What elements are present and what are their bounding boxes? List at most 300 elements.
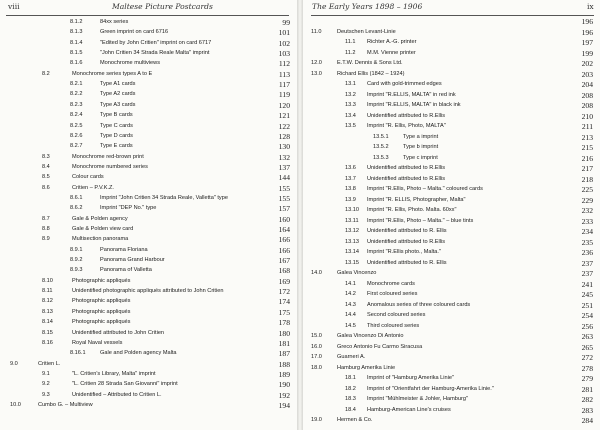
- toc-entry: [0, 122, 297, 132]
- toc-entry-page: 283: [581, 405, 593, 415]
- toc-entry-number: 8.1.2: [70, 19, 83, 25]
- toc-entry-title: Type A2 cards: [100, 91, 136, 98]
- toc-entry-number: 13.11: [345, 217, 359, 224]
- toc-entry-title: Colour cards: [72, 174, 104, 181]
- toc-entry-title: Photographic appliqués: [72, 308, 131, 315]
- toc-entry-title: Monochrome numbered series: [72, 163, 148, 170]
- toc-entry-number: 13.5: [345, 123, 356, 129]
- toc-entry: [303, 322, 600, 332]
- toc-entry: [303, 17, 600, 27]
- toc-entry-page: 236: [581, 248, 593, 257]
- toc-entry-page: 99: [282, 18, 290, 27]
- toc-entry-page: 180: [278, 328, 290, 338]
- toc-entry-title: Unidentified attributed to John Critien: [72, 329, 165, 336]
- toc-entry-number: 16.0: [311, 343, 322, 350]
- toc-entry-page: 113: [278, 69, 290, 79]
- toc-entry-title: Type A3 cards: [100, 101, 136, 108]
- toc-entry-number: 8.3: [42, 153, 50, 160]
- toc-entry-title: Richard Ellis (1842 – 1924): [337, 70, 405, 77]
- toc-entry-title: 84xx series: [100, 19, 129, 25]
- toc-entry-page: 169: [278, 276, 290, 286]
- toc-entry-page: 196: [581, 17, 593, 26]
- toc-entry-page: 155: [278, 193, 290, 203]
- toc-entry-title: Cumbo G. – Multiview: [38, 401, 93, 408]
- toc-entry: [303, 28, 600, 38]
- toc-entry-page: 256: [581, 321, 593, 331]
- toc-entry-page: 168: [278, 266, 290, 276]
- toc-entry-number: 11.2: [345, 49, 356, 56]
- toc-entry: [303, 227, 600, 237]
- toc-entry-title: Type b imprint: [403, 144, 439, 150]
- toc-entry: [303, 217, 600, 227]
- toc-entry-title: Galea Vincenzo: [337, 270, 377, 276]
- toc-entry-title: Royal Naval vessels: [72, 339, 123, 346]
- toc-entry: [303, 80, 600, 90]
- toc-entry: [0, 246, 297, 256]
- toc-entry: [303, 280, 600, 290]
- toc-entry: [303, 343, 600, 353]
- toc-entry-page: 233: [581, 216, 593, 226]
- toc-entry-title: Unidentified attributed to R. Ellis: [367, 228, 447, 234]
- toc-entry: [0, 370, 297, 380]
- toc-entry: [0, 297, 297, 307]
- toc-entry-page: 229: [581, 195, 593, 205]
- toc-entry-number: 8.4: [42, 163, 50, 170]
- toc-entry-title: Unidentified – Attributed to Critien L.: [72, 391, 162, 398]
- toc-entry-title: Type B cards: [100, 112, 133, 119]
- toc-entry-page: 282: [581, 395, 593, 404]
- toc-entry: [0, 28, 297, 38]
- toc-entry-title: Unidentified attributed to R.Ellis: [367, 165, 446, 171]
- toc-entry-number: 8.6: [42, 184, 50, 191]
- toc-entry-title: Card with gold-trimmed edges: [367, 81, 442, 87]
- toc-entry-page: 181: [278, 338, 290, 348]
- toc-entry-page: 196: [581, 27, 593, 37]
- toc-entry-number: 17.0: [311, 354, 322, 360]
- toc-entry-title: Monochrome series types A to E: [72, 70, 153, 77]
- toc-entry-title: Green imprint on card 6716: [100, 29, 169, 36]
- toc-entry-number: 14.5: [345, 322, 356, 329]
- toc-entry-page: 235: [581, 237, 593, 247]
- toc-entry-number: 13.15: [345, 259, 359, 266]
- toc-entry-title: Imprint "R. Ellis, Photo. Malta. 60xx": [367, 207, 457, 213]
- toc-entry-number: 13.13: [345, 238, 359, 245]
- toc-entry: [0, 256, 297, 266]
- toc-entry-title: Photographic appliqués: [72, 277, 131, 284]
- toc-entry-title: "Edited by John Critien" imprint on card 6717: [100, 39, 212, 46]
- toc-entry: [303, 122, 600, 132]
- toc-entry-number: 8.11: [42, 288, 53, 295]
- toc-entry-number: 13.5.2: [373, 144, 389, 150]
- toc-entry-title: Unidentified attributed to R.Ellis: [367, 238, 446, 245]
- toc-entry-title: Critien – P.V.K.Z.: [72, 184, 114, 191]
- toc-entry-page: 197: [581, 38, 593, 47]
- toc-entry-number: 13.4: [345, 112, 356, 119]
- toc-entry-page: 178: [278, 318, 290, 328]
- toc-entry-title: "L. Critien's Library, Malta" imprint: [72, 370, 156, 377]
- toc-entry-title: Panorama Grand Harbour: [100, 257, 165, 264]
- toc-entry: [303, 49, 600, 59]
- toc-entry-number: 14.2: [345, 291, 356, 297]
- right-folio: ix: [587, 2, 594, 11]
- toc-entry-number: 8.16: [42, 339, 53, 346]
- toc-entry: [303, 101, 600, 111]
- toc-entry-title: Gale and Polden agency Malta: [100, 350, 177, 357]
- toc-entry-title: First coloured series: [367, 291, 418, 297]
- toc-entry-number: 14.0: [311, 270, 322, 276]
- toc-entry-title: Type c imprint: [403, 154, 438, 161]
- toc-entry: [0, 18, 297, 28]
- toc-entry-number: 8.8: [42, 226, 50, 232]
- toc-entry-title: Panorama Floriana: [100, 246, 148, 253]
- toc-entry-title: Imprint of "Hamburg Amerika Linie": [367, 375, 454, 381]
- toc-entry-page: 175: [278, 307, 290, 317]
- toc-entry-page: 157: [278, 204, 290, 214]
- toc-entry: [303, 416, 600, 426]
- toc-entry-page: 194: [278, 400, 290, 410]
- toc-entry-number: 8.9.3: [70, 267, 83, 274]
- toc-entry: [0, 318, 297, 328]
- toc-entry-title: M.M. Vienne printer: [367, 49, 416, 56]
- toc-entry: [0, 184, 297, 194]
- toc-entry-title: Type E cards: [100, 143, 133, 150]
- toc-entry: [0, 132, 297, 142]
- left-page: [0, 0, 297, 430]
- toc-entry-title: Photographic appliqués: [72, 298, 131, 305]
- toc-entry-page: 237: [581, 258, 593, 268]
- toc-entry-page: 167: [278, 256, 290, 266]
- toc-entry-number: 8.9: [42, 236, 50, 243]
- toc-entry-number: 11.0: [311, 28, 322, 35]
- toc-entry-number: 8.2.4: [70, 112, 83, 119]
- toc-entry: [0, 235, 297, 245]
- toc-entry-title: Monochrome multiviews: [100, 60, 160, 67]
- toc-entry-number: 8.1.3: [70, 29, 83, 36]
- toc-entry: [303, 353, 600, 363]
- toc-entry: [0, 287, 297, 297]
- toc-entry: [0, 39, 297, 49]
- toc-entry-number: 18.1: [345, 375, 356, 381]
- toc-entry-title: Hermen & Co.: [337, 417, 373, 423]
- toc-entry-title: Imprint "Mühlmeister & Johler, Hamburg": [367, 396, 468, 402]
- toc-entry: [0, 163, 297, 173]
- toc-entry: [303, 164, 600, 174]
- toc-entry-number: 8.1.6: [70, 60, 83, 67]
- toc-entry: [303, 332, 600, 342]
- toc-entry-title: Hamburg-American Line's cruises: [367, 406, 451, 413]
- toc-entry-page: 211: [581, 122, 593, 131]
- toc-entry: [0, 80, 297, 90]
- toc-entry-page: 189: [278, 369, 290, 379]
- toc-entry-title: Third coloured series: [367, 322, 420, 329]
- toc-entry-page: 187: [278, 349, 290, 359]
- toc-entry-number: 14.4: [345, 312, 356, 318]
- toc-entry-number: 9.3: [42, 391, 50, 398]
- toc-entry-number: 14.1: [345, 280, 356, 287]
- toc-entry: [303, 238, 600, 248]
- toc-entry: [303, 406, 600, 416]
- toc-entry-page: 245: [581, 290, 593, 299]
- toc-entry-number: 8.2.3: [70, 101, 83, 108]
- toc-entry-title: Type A1 cards: [100, 81, 136, 88]
- toc-entry-title: Unidentified photographic appliqués attributed to John Critien: [72, 288, 224, 295]
- toc-entry-number: 13.3: [345, 102, 356, 108]
- toc-entry: [303, 175, 600, 185]
- toc-entry-page: 215: [581, 143, 593, 152]
- right-header-rule: [311, 15, 594, 16]
- toc-entry-page: 216: [581, 153, 593, 163]
- toc-entry: [303, 290, 600, 300]
- toc-entry: [303, 70, 600, 80]
- toc-entry-page: 102: [278, 38, 290, 48]
- toc-entry-title: Hamburg Amerika Linie: [337, 364, 396, 371]
- toc-entry-page: 166: [278, 235, 290, 245]
- toc-entry-page: 122: [278, 121, 290, 131]
- toc-entry-title: Imprint "R. Ellis, Photo, MALTA": [367, 123, 446, 129]
- toc-entry-page: 101: [278, 28, 290, 38]
- toc-entry-page: 281: [581, 384, 593, 394]
- left-folio: viii: [8, 2, 20, 11]
- toc-entry-number: 13.0: [311, 70, 322, 77]
- toc-entry: [303, 91, 600, 101]
- toc-entry-page: 232: [581, 206, 593, 215]
- toc-entry: [303, 59, 600, 69]
- toc-entry-title: Unidentified attributed to R.Ellis: [367, 175, 446, 182]
- toc-entry: [0, 142, 297, 152]
- toc-entry-number: 13.12: [345, 228, 359, 234]
- toc-entry: [303, 154, 600, 164]
- toc-entry-page: 103: [278, 49, 290, 59]
- toc-entry-number: 10.0: [10, 401, 21, 408]
- toc-entry-title: Imprint "John Critien 34 Strada Reale, Valletta" type: [100, 194, 228, 201]
- toc-entry-title: Imprint "R.ELLIS, MALTA" in black ink: [367, 102, 461, 108]
- toc-entry: [0, 59, 297, 69]
- toc-entry-title: Second coloured series: [367, 312, 426, 318]
- toc-entry-title: Critien L.: [38, 360, 61, 367]
- toc-entry-page: 144: [278, 173, 290, 183]
- toc-entry-number: 8.2.6: [70, 132, 83, 139]
- toc-entry-title: Imprint of "Orientfahrt der Hamburg-Amerika Linie.": [367, 385, 494, 392]
- toc-entry-title: Type a imprint: [403, 133, 439, 140]
- toc-entry-number: 9.1: [42, 370, 50, 377]
- toc-entry-number: 18.0: [311, 364, 322, 371]
- left-header-rule: [6, 15, 289, 16]
- left-running-title: Maltese Picture Postcards: [112, 2, 213, 11]
- toc-entry-page: 204: [581, 80, 593, 89]
- toc-entry-page: 160: [278, 214, 290, 224]
- toc-entry: [303, 143, 600, 153]
- toc-entry-title: "L. Critien 28 Strada San Giovanni" imprint: [72, 381, 178, 388]
- toc-entry-number: 8.14: [42, 319, 53, 326]
- toc-entry-number: 13.2: [345, 91, 356, 98]
- toc-entry-number: 8.10: [42, 277, 53, 284]
- toc-entry: [303, 248, 600, 258]
- toc-entry-title: Greco Antonio Fu Carmo Siracusa: [337, 343, 423, 350]
- toc-entry-number: 12.0: [311, 60, 322, 66]
- toc-entry-title: Multisection panorama: [72, 236, 129, 243]
- toc-entry: [303, 269, 600, 279]
- toc-entry-page: 265: [581, 342, 593, 352]
- toc-entry-page: 272: [581, 353, 593, 362]
- toc-entry-title: Galea Vincenzo Di Antonio: [337, 333, 404, 339]
- toc-entry-title: Unidentified attributed to R. Ellis: [367, 259, 447, 266]
- toc-entry-page: 263: [581, 332, 593, 341]
- toc-entry: [303, 259, 600, 269]
- toc-entry-number: 13.9: [345, 196, 356, 203]
- toc-entry-page: 237: [581, 269, 593, 278]
- toc-entry-number: 14.3: [345, 301, 356, 308]
- toc-entry: [303, 206, 600, 216]
- toc-entry-number: 8.15: [42, 329, 53, 336]
- toc-entry-title: Imprint "DEP No." type: [100, 205, 157, 212]
- toc-entry-page: 117: [278, 80, 290, 90]
- toc-entry: [303, 133, 600, 143]
- toc-entry-number: 8.1.4: [70, 39, 83, 46]
- toc-entry: [0, 349, 297, 359]
- toc-entry-number: 13.8: [345, 186, 356, 192]
- toc-entry: [0, 111, 297, 121]
- toc-entry-page: 188: [278, 359, 290, 369]
- toc-entry: [0, 277, 297, 287]
- toc-entry: [0, 380, 297, 390]
- toc-entry-number: 18.3: [345, 396, 356, 402]
- toc-entry-title: Imprint "R.Ellis, Photo – Malta." – blue tints: [367, 217, 474, 224]
- toc-entry-title: Monochrome cards: [367, 280, 415, 287]
- toc-entry-number: 8.2.1: [70, 81, 83, 88]
- toc-entry-number: 8.2: [42, 70, 50, 77]
- toc-entry-number: 18.4: [345, 406, 356, 413]
- toc-entry-title: Type C cards: [100, 122, 133, 129]
- toc-entry: [303, 364, 600, 374]
- toc-entry-number: 8.6.1: [70, 194, 83, 201]
- toc-entry: [303, 374, 600, 384]
- toc-entry-page: 278: [581, 363, 593, 373]
- toc-entry-title: Gale & Polden view card: [72, 226, 134, 232]
- toc-entry: [0, 101, 297, 111]
- toc-entry: [0, 225, 297, 235]
- toc-entry: [303, 112, 600, 122]
- toc-entry-number: 8.2.2: [70, 91, 83, 98]
- toc-entry-page: 174: [278, 297, 290, 307]
- toc-entry-page: 213: [581, 132, 593, 142]
- toc-entry: [303, 385, 600, 395]
- toc-entry-title: Imprint "R.Ellis photo., Malta.": [367, 249, 441, 255]
- toc-entry-title: "John Critien 34 Strada Reale Malta" imprint: [100, 50, 210, 57]
- toc-entry-number: 9.0: [10, 360, 18, 367]
- toc-entry-page: 217: [581, 164, 593, 173]
- toc-entry: [303, 38, 600, 48]
- toc-entry-number: 8.2.5: [70, 122, 83, 129]
- toc-entry-page: 128: [278, 131, 290, 141]
- toc-entry-page: 279: [581, 374, 593, 383]
- toc-entry-number: 8.6.2: [70, 205, 83, 212]
- toc-entry-title: Imprint "R.ELLIS, MALTA" in red ink: [367, 91, 456, 98]
- toc-entry-number: 18.2: [345, 385, 356, 392]
- toc-entry-page: 130: [278, 142, 290, 152]
- toc-entry-page: 203: [581, 69, 593, 79]
- toc-entry-title: Type D cards: [100, 132, 133, 139]
- toc-entry-page: 199: [581, 48, 593, 58]
- toc-entry: [0, 90, 297, 100]
- toc-entry-page: 119: [278, 90, 290, 100]
- toc-entry-number: 8.1.5: [70, 50, 83, 57]
- toc-entry-page: 155: [278, 183, 290, 193]
- toc-entry-page: 218: [581, 174, 593, 184]
- toc-entry-page: 112: [278, 59, 290, 69]
- toc-entry-page: 251: [581, 300, 593, 310]
- toc-entry: [0, 329, 297, 339]
- toc-entry-number: 13.10: [345, 207, 359, 213]
- toc-entry-page: 210: [581, 111, 593, 121]
- toc-entry-title: E.T.W. Dennis & Sons Ltd.: [337, 60, 403, 66]
- toc-entry-page: 225: [581, 185, 593, 194]
- toc-entry-page: 254: [581, 311, 593, 320]
- toc-entry-number: 13.5.3: [373, 154, 389, 161]
- right-page: [303, 0, 600, 430]
- toc-entry-number: 9.2: [42, 381, 50, 388]
- toc-entry-title: Guarneri A.: [337, 354, 366, 360]
- toc-entry: [303, 311, 600, 321]
- toc-entry-page: 137: [278, 162, 290, 172]
- toc-entry-number: 13.6: [345, 165, 356, 171]
- toc-entry-page: 284: [581, 416, 593, 425]
- toc-entry: [0, 215, 297, 225]
- toc-entry-page: 166: [278, 245, 290, 255]
- toc-entry-title: Richter A.-G. printer: [367, 39, 417, 45]
- toc-entry: [0, 339, 297, 349]
- toc-entry-title: Panorama of Valletta: [100, 267, 152, 274]
- toc-entry-page: 164: [278, 225, 290, 234]
- toc-entry-number: 8.12: [42, 298, 53, 305]
- toc-entry-page: 208: [581, 101, 593, 110]
- toc-entry-page: 172: [278, 287, 290, 297]
- toc-entry-number: 19.0: [311, 417, 322, 423]
- toc-entry-number: 8.16.1: [70, 350, 86, 357]
- toc-entry-number: 15.0: [311, 333, 322, 339]
- toc-entry-title: Deutschen Levant-Linie: [337, 28, 396, 35]
- toc-entry-number: 8.13: [42, 308, 53, 315]
- toc-entry: [0, 266, 297, 276]
- toc-entry-page: 234: [581, 227, 593, 236]
- toc-entry: [0, 49, 297, 59]
- right-running-title: The Early Years 1898 – 1906: [312, 2, 423, 11]
- toc-entry-page: 208: [581, 90, 593, 100]
- toc-entry: [303, 196, 600, 206]
- toc-entry-number: 8.9.2: [70, 257, 83, 264]
- toc-entry-title: Anomalous series of three coloured cards: [367, 301, 471, 308]
- toc-entry-title: Monochrome red-brown print: [72, 153, 144, 160]
- toc-entry-title: Unidentified attributed to R.Ellis: [367, 112, 446, 119]
- toc-entry: [0, 391, 297, 401]
- toc-entry-page: 190: [278, 380, 290, 390]
- toc-entry: [0, 401, 297, 411]
- toc-entry: [303, 395, 600, 405]
- toc-entry-title: Photographic appliqués: [72, 319, 131, 326]
- toc-entry: [303, 185, 600, 195]
- toc-entry: [303, 301, 600, 311]
- toc-entry-number: 8.9.1: [70, 246, 83, 253]
- toc-entry-number: 11.1: [345, 39, 356, 45]
- toc-entry-page: 202: [581, 59, 593, 68]
- toc-entry-number: 13.5.1: [373, 133, 389, 140]
- toc-entry-number: 13.1: [345, 81, 356, 87]
- toc-entry: [0, 194, 297, 204]
- toc-entry-page: 120: [278, 100, 290, 110]
- toc-entry: [0, 360, 297, 370]
- toc-entry-page: 132: [278, 152, 290, 162]
- toc-entry-number: 8.7: [42, 215, 50, 222]
- toc-entry-title: Imprint "R.Ellis, Photo – Malta." coloured cards: [367, 186, 483, 192]
